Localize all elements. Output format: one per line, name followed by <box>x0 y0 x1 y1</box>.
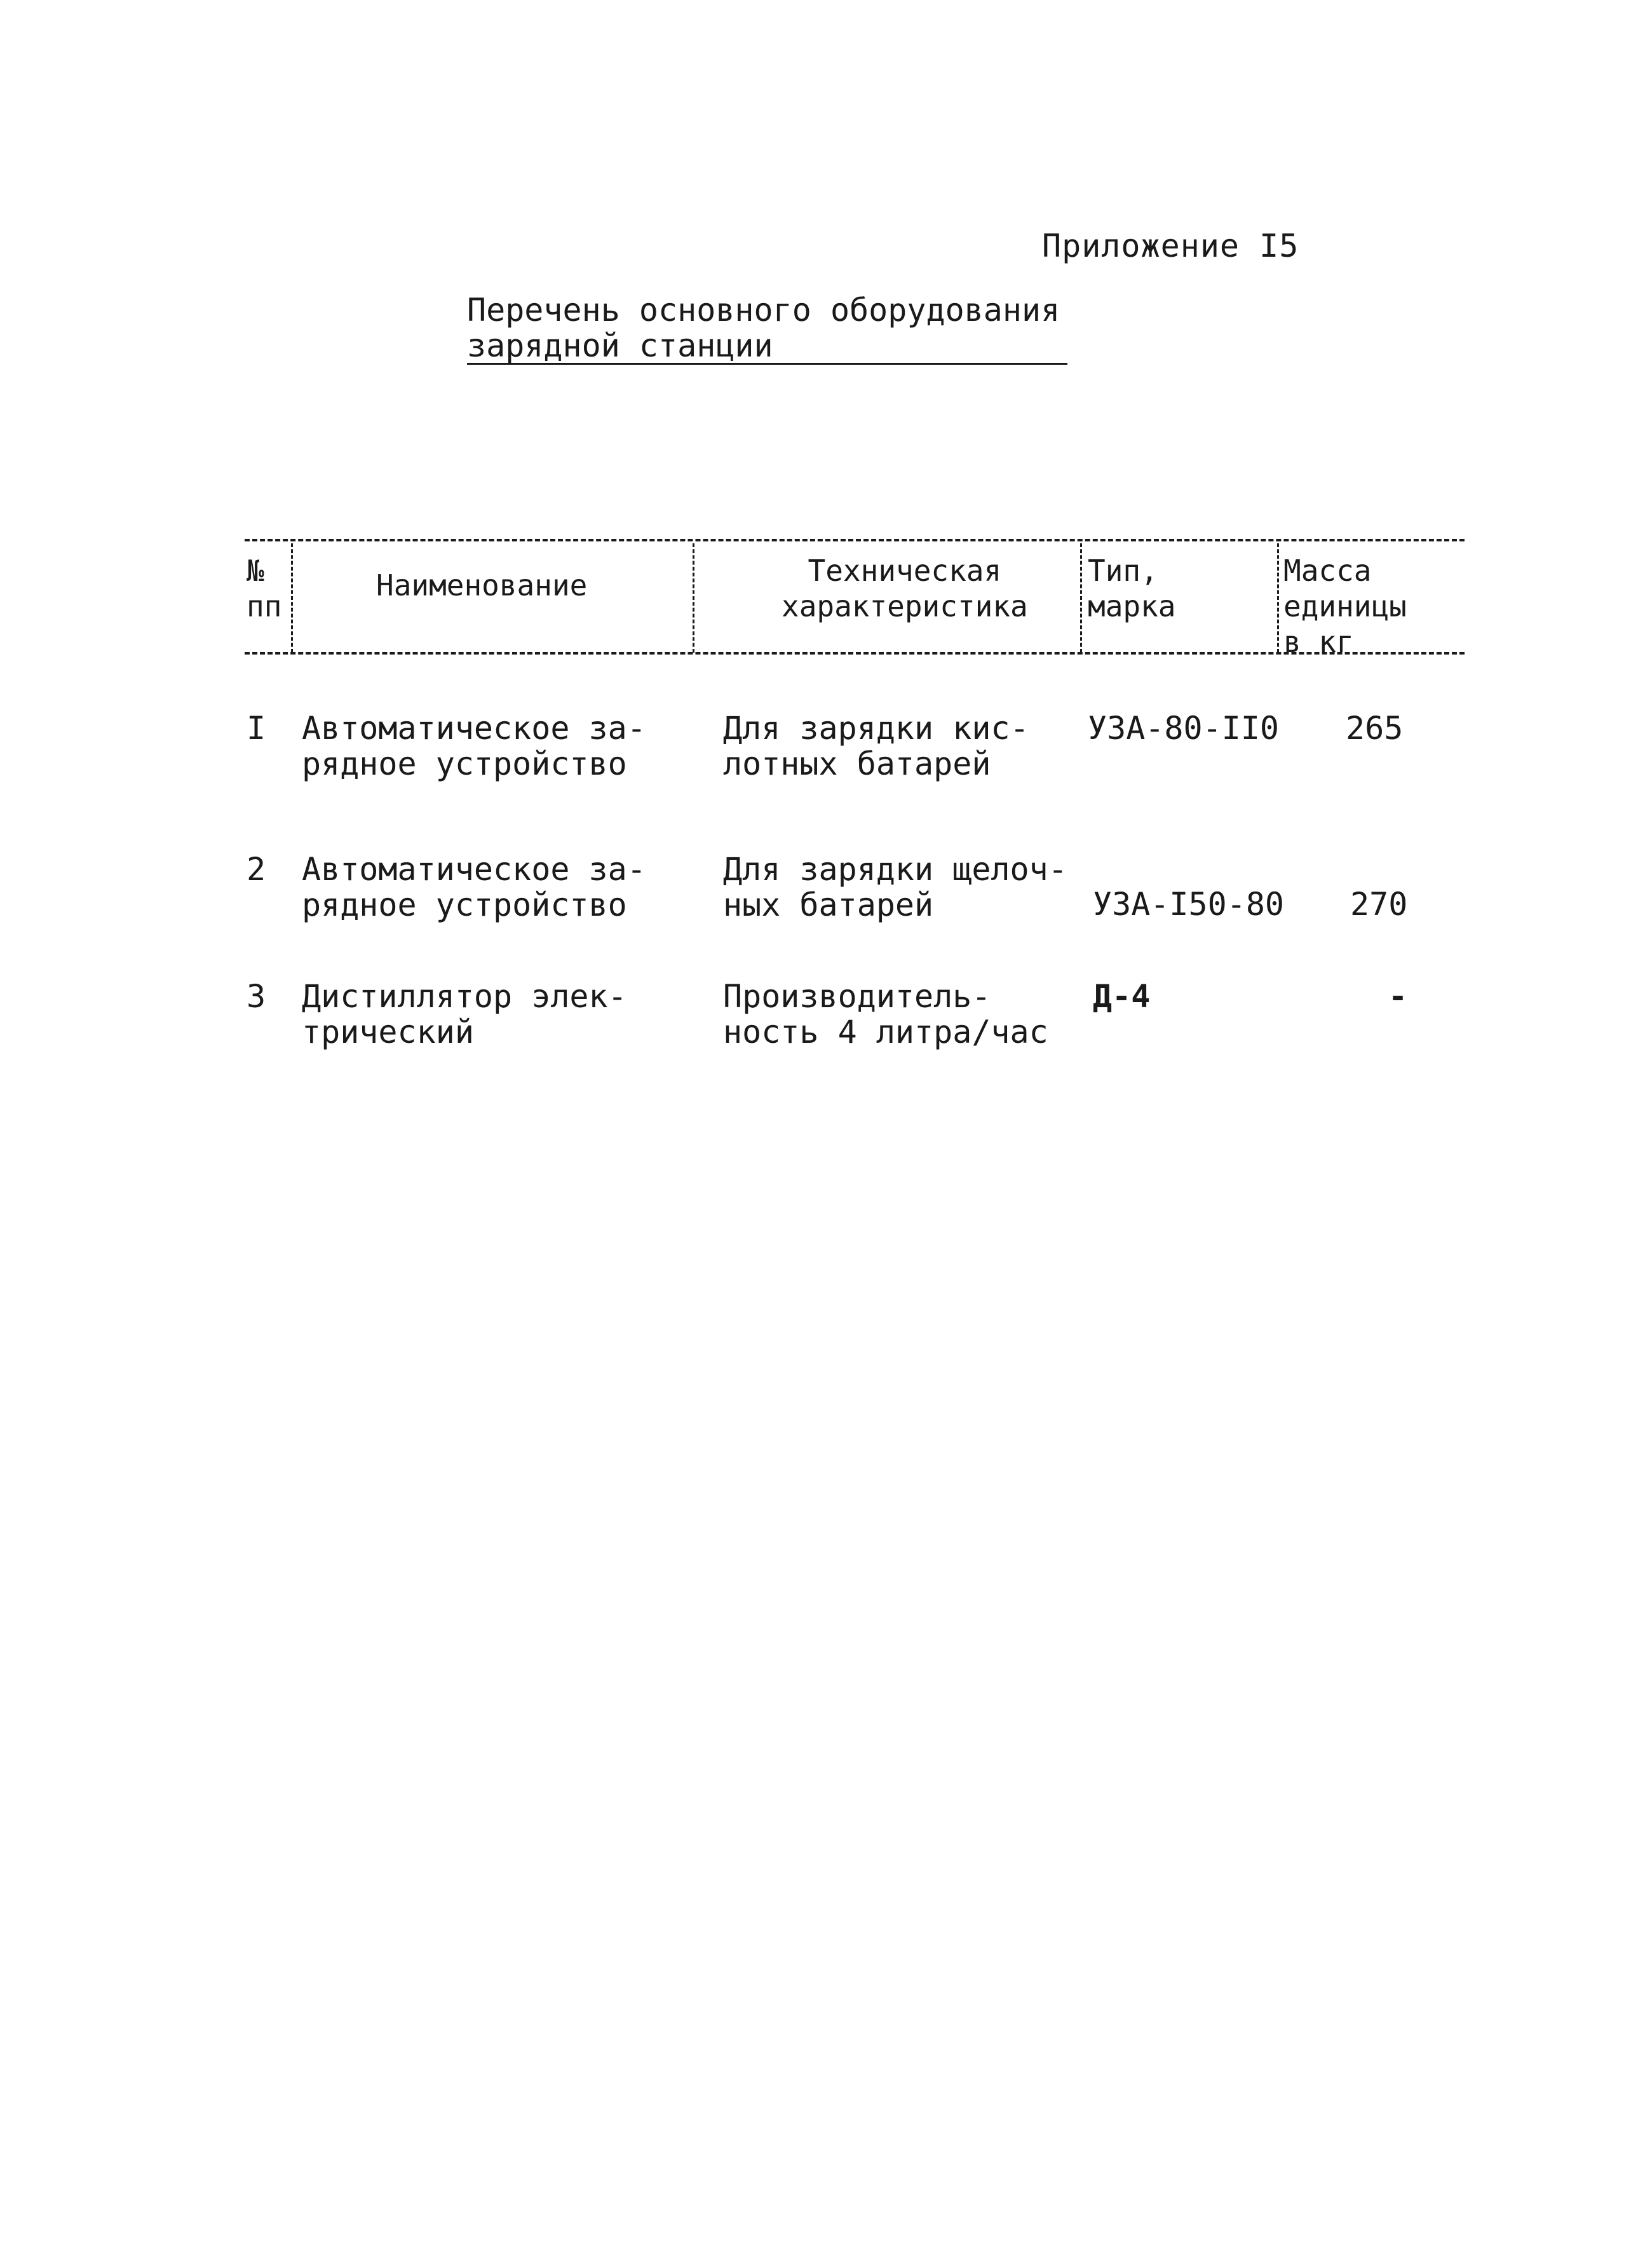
row-name: Автоматическое за- рядное устройство <box>302 851 646 923</box>
row-type: Д-4 <box>1093 978 1151 1015</box>
row-characteristic: Для зарядки кис- лотных батарей <box>723 710 1029 782</box>
row-type: УЗА-80-II0 <box>1088 710 1280 747</box>
row-mass: 265 <box>1346 710 1404 747</box>
header-name: Наименование <box>376 568 588 602</box>
row-characteristic: Для зарядки щелоч- ных батарей <box>723 851 1067 923</box>
row-mass: 270 <box>1350 886 1408 923</box>
row-mass: - <box>1388 978 1408 1015</box>
column-divider <box>291 543 293 653</box>
title-underline <box>467 363 1067 365</box>
document-title <box>467 292 1060 363</box>
header-characteristic: Техническая характеристика <box>782 553 1028 623</box>
header-mass: Масса единицы в кг <box>1283 553 1407 659</box>
title-line-2: зарядной станции <box>467 327 773 364</box>
title-line-1: Перечень основного оборудования <box>467 292 1060 329</box>
appendix-label: Приложение I5 <box>1042 227 1299 264</box>
row-number: I <box>247 710 266 747</box>
header-number: № пп <box>247 553 282 623</box>
row-name: Автоматическое за- рядное устройство <box>302 710 646 782</box>
row-number: 2 <box>247 851 266 888</box>
table-header-bottom-rule <box>245 652 1465 655</box>
row-number: 3 <box>247 978 266 1015</box>
row-name: Дистиллятор элек- трический <box>302 978 627 1050</box>
table-top-rule <box>245 539 1465 541</box>
column-divider <box>1080 543 1082 653</box>
row-characteristic: Производитель- ность 4 литра/час <box>723 978 1048 1050</box>
column-divider <box>693 543 694 653</box>
column-divider <box>1277 543 1279 653</box>
header-type: Тип, марка <box>1088 553 1176 623</box>
row-type: УЗА-I50-80 <box>1093 886 1285 923</box>
